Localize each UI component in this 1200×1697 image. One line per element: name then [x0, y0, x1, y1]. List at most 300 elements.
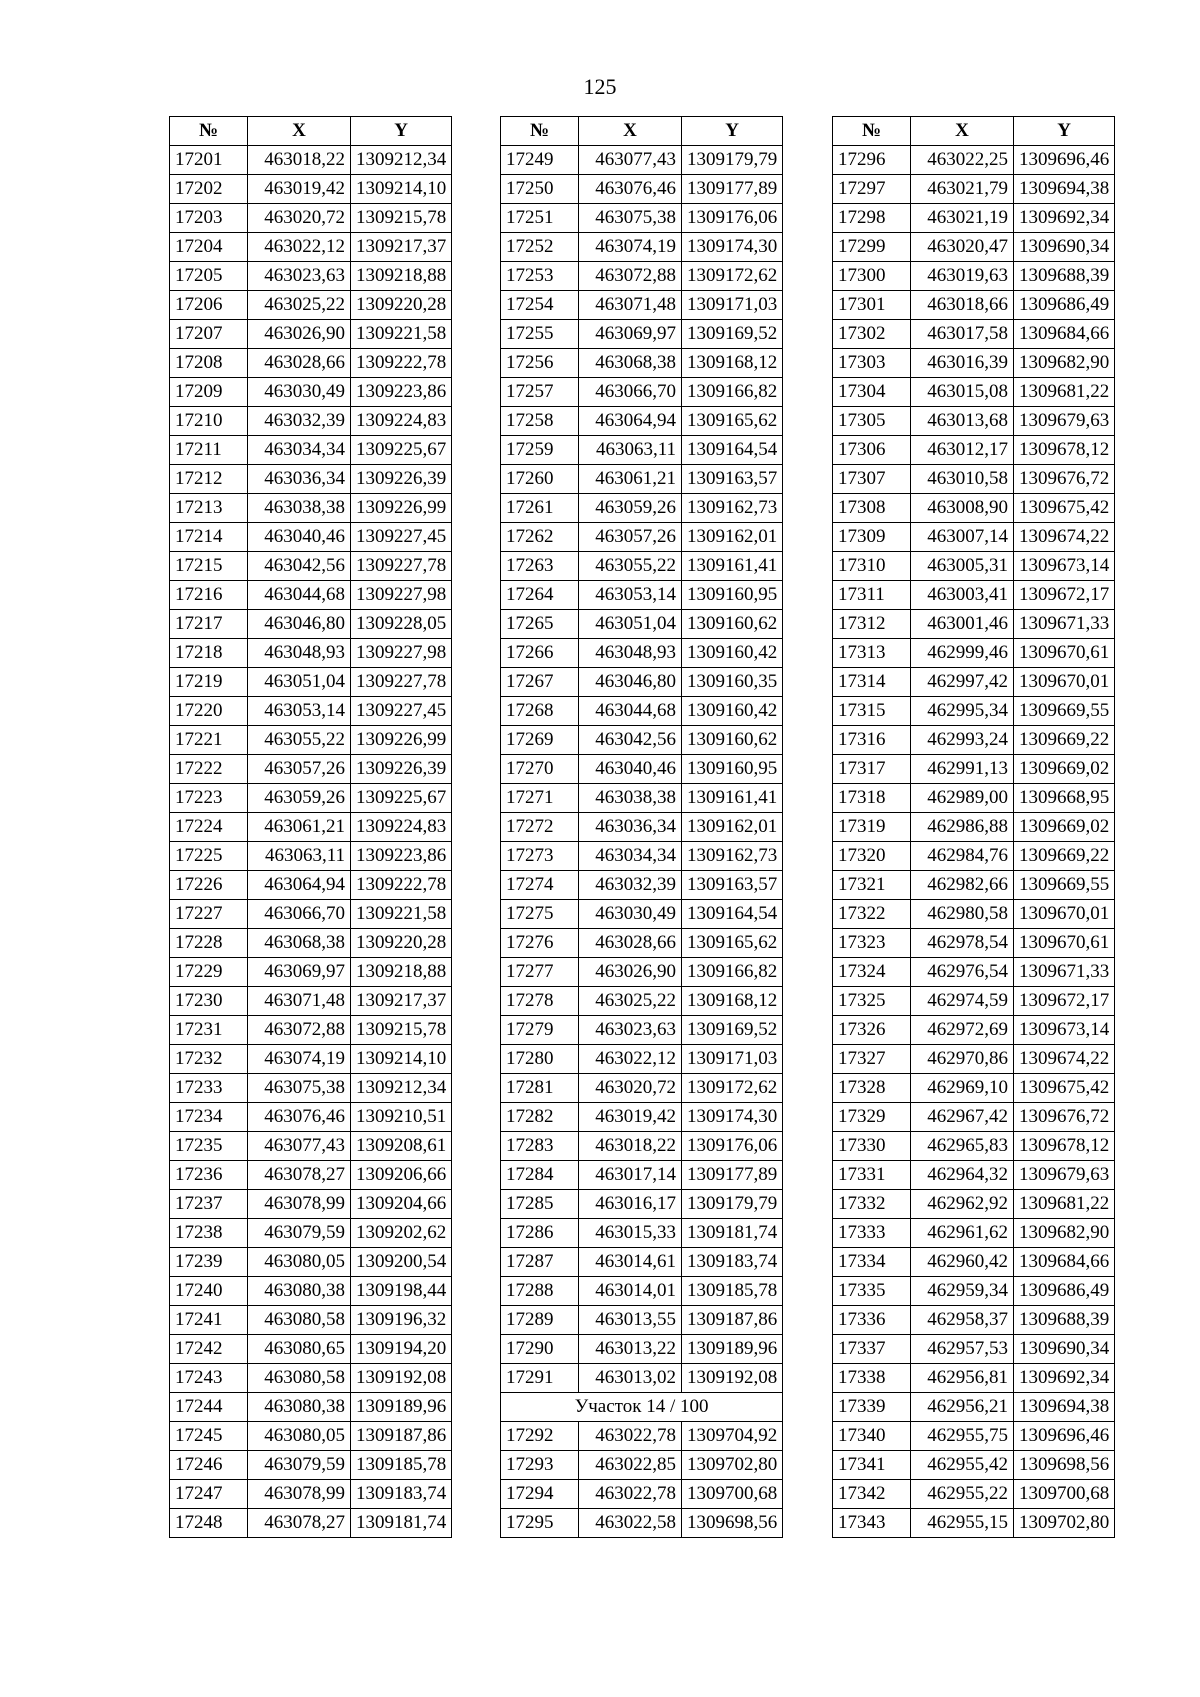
table-row — [501, 842, 783, 871]
table-row — [170, 726, 452, 755]
point-number-cell: 17240 — [170, 1277, 248, 1306]
y-coordinate-cell: 1309686,49 — [1014, 291, 1115, 320]
x-coordinate-cell: 462982,66 — [911, 871, 1014, 900]
y-coordinate-cell: 1309164,54 — [682, 436, 783, 465]
y-coordinate-cell: 1309669,22 — [1014, 726, 1115, 755]
point-number-cell: 17320 — [833, 842, 911, 871]
y-coordinate-cell: 1309189,96 — [351, 1393, 452, 1422]
table-row — [501, 494, 783, 523]
table-row — [170, 1393, 452, 1422]
point-number-cell: 17247 — [170, 1480, 248, 1509]
x-coordinate-cell: 463013,55 — [579, 1306, 682, 1335]
table-row — [170, 1045, 452, 1074]
x-coordinate-cell: 463028,66 — [579, 929, 682, 958]
y-coordinate-cell: 1309183,74 — [682, 1248, 783, 1277]
table-row — [833, 378, 1115, 407]
table-row — [170, 204, 452, 233]
point-number-cell: 17325 — [833, 987, 911, 1016]
point-number-cell: 17275 — [501, 900, 579, 929]
y-coordinate-cell: 1309679,63 — [1014, 1161, 1115, 1190]
point-number-cell: 17251 — [501, 204, 579, 233]
y-coordinate-cell: 1309684,66 — [1014, 1248, 1115, 1277]
table-row — [501, 871, 783, 900]
point-number-cell: 17254 — [501, 291, 579, 320]
table-row — [170, 958, 452, 987]
x-coordinate-cell: 463076,46 — [579, 175, 682, 204]
y-coordinate-cell: 1309226,99 — [351, 494, 452, 523]
point-number-cell: 17230 — [170, 987, 248, 1016]
x-coordinate-cell: 463026,90 — [248, 320, 351, 349]
y-coordinate-cell: 1309673,14 — [1014, 552, 1115, 581]
table-row — [170, 987, 452, 1016]
table-row — [170, 523, 452, 552]
x-coordinate-cell: 463076,46 — [248, 1103, 351, 1132]
y-coordinate-cell: 1309215,78 — [351, 1016, 452, 1045]
table-row — [170, 1277, 452, 1306]
y-coordinate-cell: 1309702,80 — [1014, 1509, 1115, 1538]
y-coordinate-cell: 1309227,98 — [351, 581, 452, 610]
y-coordinate-cell: 1309700,68 — [682, 1480, 783, 1509]
y-coordinate-cell: 1309681,22 — [1014, 1190, 1115, 1219]
x-coordinate-cell: 463020,47 — [911, 233, 1014, 262]
point-number-cell: 17324 — [833, 958, 911, 987]
x-coordinate-cell: 463030,49 — [579, 900, 682, 929]
y-coordinate-cell: 1309206,66 — [351, 1161, 452, 1190]
x-coordinate-cell: 462955,42 — [911, 1451, 1014, 1480]
table-row — [501, 958, 783, 987]
y-coordinate-cell: 1309187,86 — [682, 1306, 783, 1335]
point-number-cell: 17298 — [833, 204, 911, 233]
table-row — [501, 378, 783, 407]
table-row — [833, 349, 1115, 378]
point-number-cell: 17203 — [170, 204, 248, 233]
y-coordinate-cell: 1309674,22 — [1014, 523, 1115, 552]
x-coordinate-cell: 463061,21 — [248, 813, 351, 842]
x-coordinate-cell: 463028,66 — [248, 349, 351, 378]
x-coordinate-cell: 462955,75 — [911, 1422, 1014, 1451]
y-coordinate-cell: 1309176,06 — [682, 1132, 783, 1161]
table-row — [170, 1016, 452, 1045]
point-number-cell: 17232 — [170, 1045, 248, 1074]
table-row — [170, 320, 452, 349]
y-coordinate-cell: 1309669,02 — [1014, 755, 1115, 784]
y-coordinate-cell: 1309179,79 — [682, 1190, 783, 1219]
point-number-cell: 17293 — [501, 1451, 579, 1480]
point-number-cell: 17342 — [833, 1480, 911, 1509]
point-number-cell: 17218 — [170, 639, 248, 668]
x-coordinate-cell: 463008,90 — [911, 494, 1014, 523]
y-coordinate-cell: 1309189,96 — [682, 1335, 783, 1364]
point-number-cell: 17249 — [501, 146, 579, 175]
x-coordinate-cell: 463010,58 — [911, 465, 1014, 494]
y-coordinate-cell: 1309174,30 — [682, 1103, 783, 1132]
point-number-cell: 17238 — [170, 1219, 248, 1248]
y-coordinate-cell: 1309166,82 — [682, 958, 783, 987]
header-number: № — [170, 117, 248, 146]
x-coordinate-cell: 463036,34 — [248, 465, 351, 494]
x-coordinate-cell: 463022,58 — [579, 1509, 682, 1538]
point-number-cell: 17343 — [833, 1509, 911, 1538]
y-coordinate-cell: 1309163,57 — [682, 465, 783, 494]
table-row — [501, 146, 783, 175]
x-coordinate-cell: 463021,19 — [911, 204, 1014, 233]
y-coordinate-cell: 1309684,66 — [1014, 320, 1115, 349]
table-row — [501, 1306, 783, 1335]
y-coordinate-cell: 1309166,82 — [682, 378, 783, 407]
point-number-cell: 17336 — [833, 1306, 911, 1335]
x-coordinate-cell: 462958,37 — [911, 1306, 1014, 1335]
y-coordinate-cell: 1309177,89 — [682, 1161, 783, 1190]
point-number-cell: 17211 — [170, 436, 248, 465]
table-row — [170, 436, 452, 465]
y-coordinate-cell: 1309688,39 — [1014, 262, 1115, 291]
x-coordinate-cell: 463072,88 — [579, 262, 682, 291]
x-coordinate-cell: 463077,43 — [248, 1132, 351, 1161]
table-row — [501, 262, 783, 291]
table-row — [501, 320, 783, 349]
y-coordinate-cell: 1309165,62 — [682, 407, 783, 436]
x-coordinate-cell: 463012,17 — [911, 436, 1014, 465]
table-row — [833, 929, 1115, 958]
point-number-cell: 17288 — [501, 1277, 579, 1306]
y-coordinate-cell: 1309160,42 — [682, 639, 783, 668]
point-number-cell: 17206 — [170, 291, 248, 320]
y-coordinate-cell: 1309222,78 — [351, 349, 452, 378]
table-row — [501, 436, 783, 465]
y-coordinate-cell: 1309169,52 — [682, 1016, 783, 1045]
x-coordinate-cell: 463001,46 — [911, 610, 1014, 639]
y-coordinate-cell: 1309700,68 — [1014, 1480, 1115, 1509]
y-coordinate-cell: 1309183,74 — [351, 1480, 452, 1509]
table-row — [833, 291, 1115, 320]
y-coordinate-cell: 1309678,12 — [1014, 1132, 1115, 1161]
x-coordinate-cell: 463022,25 — [911, 146, 1014, 175]
x-coordinate-cell: 463069,97 — [579, 320, 682, 349]
header-y: Y — [682, 117, 783, 146]
y-coordinate-cell: 1309181,74 — [682, 1219, 783, 1248]
x-coordinate-cell: 463061,21 — [579, 465, 682, 494]
y-coordinate-cell: 1309698,56 — [682, 1509, 783, 1538]
table-row — [501, 668, 783, 697]
point-number-cell: 17263 — [501, 552, 579, 581]
point-number-cell: 17259 — [501, 436, 579, 465]
x-coordinate-cell: 463020,72 — [248, 204, 351, 233]
point-number-cell: 17312 — [833, 610, 911, 639]
point-number-cell: 17279 — [501, 1016, 579, 1045]
y-coordinate-cell: 1309221,58 — [351, 320, 452, 349]
point-number-cell: 17281 — [501, 1074, 579, 1103]
point-number-cell: 17295 — [501, 1509, 579, 1538]
x-coordinate-cell: 463080,38 — [248, 1393, 351, 1422]
y-coordinate-cell: 1309224,83 — [351, 407, 452, 436]
x-coordinate-cell: 463048,93 — [579, 639, 682, 668]
x-coordinate-cell: 462993,24 — [911, 726, 1014, 755]
x-coordinate-cell: 463063,11 — [579, 436, 682, 465]
y-coordinate-cell: 1309222,78 — [351, 871, 452, 900]
point-number-cell: 17301 — [833, 291, 911, 320]
table-row — [170, 755, 452, 784]
table-row — [833, 1045, 1115, 1074]
x-coordinate-cell: 463018,22 — [248, 146, 351, 175]
point-number-cell: 17224 — [170, 813, 248, 842]
table-row — [833, 1277, 1115, 1306]
table-row — [170, 1364, 452, 1393]
table-row — [501, 407, 783, 436]
point-number-cell: 17250 — [501, 175, 579, 204]
point-number-cell: 17269 — [501, 726, 579, 755]
y-coordinate-cell: 1309162,73 — [682, 494, 783, 523]
table-row — [501, 900, 783, 929]
x-coordinate-cell: 463079,59 — [248, 1451, 351, 1480]
y-coordinate-cell: 1309671,33 — [1014, 610, 1115, 639]
table-row — [501, 581, 783, 610]
y-coordinate-cell: 1309161,41 — [682, 552, 783, 581]
table-row — [833, 1161, 1115, 1190]
y-coordinate-cell: 1309217,37 — [351, 233, 452, 262]
table-row — [833, 784, 1115, 813]
x-coordinate-cell: 463023,63 — [579, 1016, 682, 1045]
table-row — [833, 1335, 1115, 1364]
header-number: № — [501, 117, 579, 146]
x-coordinate-cell: 463055,22 — [579, 552, 682, 581]
x-coordinate-cell: 463077,43 — [579, 146, 682, 175]
coordinates-table-1 — [169, 116, 452, 1538]
x-coordinate-cell: 463025,22 — [579, 987, 682, 1016]
y-coordinate-cell: 1309212,34 — [351, 146, 452, 175]
table-row — [833, 987, 1115, 1016]
point-number-cell: 17223 — [170, 784, 248, 813]
x-coordinate-cell: 462976,54 — [911, 958, 1014, 987]
x-coordinate-cell: 463022,78 — [579, 1480, 682, 1509]
x-coordinate-cell: 463034,34 — [579, 842, 682, 871]
section-row — [501, 1393, 783, 1422]
point-number-cell: 17271 — [501, 784, 579, 813]
section-title: Участок 14 / 100 — [501, 1393, 783, 1422]
point-number-cell: 17213 — [170, 494, 248, 523]
y-coordinate-cell: 1309223,86 — [351, 842, 452, 871]
x-coordinate-cell: 463059,26 — [248, 784, 351, 813]
point-number-cell: 17322 — [833, 900, 911, 929]
x-coordinate-cell: 462970,86 — [911, 1045, 1014, 1074]
point-number-cell: 17246 — [170, 1451, 248, 1480]
point-number-cell: 17294 — [501, 1480, 579, 1509]
y-coordinate-cell: 1309669,55 — [1014, 697, 1115, 726]
table-row — [833, 1074, 1115, 1103]
y-coordinate-cell: 1309210,51 — [351, 1103, 452, 1132]
x-coordinate-cell: 463019,42 — [579, 1103, 682, 1132]
table-row — [501, 1509, 783, 1538]
table-row — [170, 1074, 452, 1103]
table-row — [170, 1509, 452, 1538]
table-row — [170, 813, 452, 842]
point-number-cell: 17252 — [501, 233, 579, 262]
point-number-cell: 17307 — [833, 465, 911, 494]
y-coordinate-cell: 1309192,08 — [351, 1364, 452, 1393]
y-coordinate-cell: 1309172,62 — [682, 262, 783, 291]
table-row — [833, 1451, 1115, 1480]
point-number-cell: 17310 — [833, 552, 911, 581]
table-row — [833, 1306, 1115, 1335]
x-coordinate-cell: 463018,22 — [579, 1132, 682, 1161]
y-coordinate-cell: 1309694,38 — [1014, 1393, 1115, 1422]
x-coordinate-cell: 462974,59 — [911, 987, 1014, 1016]
y-coordinate-cell: 1309162,01 — [682, 523, 783, 552]
x-coordinate-cell: 463057,26 — [248, 755, 351, 784]
x-coordinate-cell: 463074,19 — [579, 233, 682, 262]
table-row — [170, 1103, 452, 1132]
x-coordinate-cell: 462955,22 — [911, 1480, 1014, 1509]
point-number-cell: 17209 — [170, 378, 248, 407]
table-row — [170, 929, 452, 958]
x-coordinate-cell: 463042,56 — [579, 726, 682, 755]
table-row — [170, 1219, 452, 1248]
x-coordinate-cell: 463079,59 — [248, 1219, 351, 1248]
y-coordinate-cell: 1309160,95 — [682, 755, 783, 784]
y-coordinate-cell: 1309198,44 — [351, 1277, 452, 1306]
point-number-cell: 17285 — [501, 1190, 579, 1219]
x-coordinate-cell: 462956,21 — [911, 1393, 1014, 1422]
y-coordinate-cell: 1309196,32 — [351, 1306, 452, 1335]
x-coordinate-cell: 463022,85 — [579, 1451, 682, 1480]
point-number-cell: 17335 — [833, 1277, 911, 1306]
point-number-cell: 17255 — [501, 320, 579, 349]
table-row — [501, 1335, 783, 1364]
x-coordinate-cell: 463022,12 — [579, 1045, 682, 1074]
table-row — [170, 407, 452, 436]
point-number-cell: 17216 — [170, 581, 248, 610]
x-coordinate-cell: 463068,38 — [579, 349, 682, 378]
point-number-cell: 17231 — [170, 1016, 248, 1045]
y-coordinate-cell: 1309670,01 — [1014, 900, 1115, 929]
point-number-cell: 17236 — [170, 1161, 248, 1190]
y-coordinate-cell: 1309694,38 — [1014, 175, 1115, 204]
x-coordinate-cell: 463018,66 — [911, 291, 1014, 320]
y-coordinate-cell: 1309696,46 — [1014, 1422, 1115, 1451]
x-coordinate-cell: 463051,04 — [579, 610, 682, 639]
header-x: X — [248, 117, 351, 146]
point-number-cell: 17276 — [501, 929, 579, 958]
y-coordinate-cell: 1309670,01 — [1014, 668, 1115, 697]
table-row — [170, 378, 452, 407]
x-coordinate-cell: 463030,49 — [248, 378, 351, 407]
table-row — [501, 1016, 783, 1045]
y-coordinate-cell: 1309225,67 — [351, 436, 452, 465]
table-row — [170, 1161, 452, 1190]
x-coordinate-cell: 463044,68 — [579, 697, 682, 726]
x-coordinate-cell: 463044,68 — [248, 581, 351, 610]
table-row — [170, 900, 452, 929]
x-coordinate-cell: 463072,88 — [248, 1016, 351, 1045]
y-coordinate-cell: 1309160,35 — [682, 668, 783, 697]
point-number-cell: 17329 — [833, 1103, 911, 1132]
point-number-cell: 17220 — [170, 697, 248, 726]
x-coordinate-cell: 463080,05 — [248, 1248, 351, 1277]
header-x: X — [911, 117, 1014, 146]
point-number-cell: 17268 — [501, 697, 579, 726]
y-coordinate-cell: 1309218,88 — [351, 958, 452, 987]
y-coordinate-cell: 1309673,14 — [1014, 1016, 1115, 1045]
point-number-cell: 17222 — [170, 755, 248, 784]
point-number-cell: 17278 — [501, 987, 579, 1016]
point-number-cell: 17273 — [501, 842, 579, 871]
x-coordinate-cell: 463038,38 — [579, 784, 682, 813]
y-coordinate-cell: 1309217,37 — [351, 987, 452, 1016]
table-row — [833, 494, 1115, 523]
table-row — [501, 1422, 783, 1451]
point-number-cell: 17314 — [833, 668, 911, 697]
x-coordinate-cell: 463063,11 — [248, 842, 351, 871]
point-number-cell: 17333 — [833, 1219, 911, 1248]
y-coordinate-cell: 1309212,34 — [351, 1074, 452, 1103]
point-number-cell: 17204 — [170, 233, 248, 262]
y-coordinate-cell: 1309670,61 — [1014, 929, 1115, 958]
y-coordinate-cell: 1309225,67 — [351, 784, 452, 813]
point-number-cell: 17266 — [501, 639, 579, 668]
point-number-cell: 17321 — [833, 871, 911, 900]
x-coordinate-cell: 462956,81 — [911, 1364, 1014, 1393]
table-row — [170, 1480, 452, 1509]
x-coordinate-cell: 462986,88 — [911, 813, 1014, 842]
point-number-cell: 17304 — [833, 378, 911, 407]
point-number-cell: 17306 — [833, 436, 911, 465]
table-row — [833, 1393, 1115, 1422]
table-row — [501, 813, 783, 842]
y-coordinate-cell: 1309690,34 — [1014, 1335, 1115, 1364]
y-coordinate-cell: 1309675,42 — [1014, 1074, 1115, 1103]
y-coordinate-cell: 1309227,78 — [351, 552, 452, 581]
y-coordinate-cell: 1309227,98 — [351, 639, 452, 668]
point-number-cell: 17210 — [170, 407, 248, 436]
y-coordinate-cell: 1309220,28 — [351, 291, 452, 320]
table-row — [833, 958, 1115, 987]
header-x: X — [579, 117, 682, 146]
table-row — [833, 1364, 1115, 1393]
y-coordinate-cell: 1309669,02 — [1014, 813, 1115, 842]
table-row — [501, 639, 783, 668]
table-row — [501, 1132, 783, 1161]
point-number-cell: 17226 — [170, 871, 248, 900]
x-coordinate-cell: 463022,12 — [248, 233, 351, 262]
table-row — [501, 1219, 783, 1248]
page-number: 125 — [583, 74, 617, 99]
table-row — [501, 1045, 783, 1074]
x-coordinate-cell: 463080,05 — [248, 1422, 351, 1451]
y-coordinate-cell: 1309185,78 — [351, 1451, 452, 1480]
y-coordinate-cell: 1309669,22 — [1014, 842, 1115, 871]
point-number-cell: 17334 — [833, 1248, 911, 1277]
point-number-cell: 17219 — [170, 668, 248, 697]
y-coordinate-cell: 1309162,73 — [682, 842, 783, 871]
x-coordinate-cell: 463015,08 — [911, 378, 1014, 407]
x-coordinate-cell: 463020,72 — [579, 1074, 682, 1103]
y-coordinate-cell: 1309675,42 — [1014, 494, 1115, 523]
point-number-cell: 17228 — [170, 929, 248, 958]
y-coordinate-cell: 1309194,20 — [351, 1335, 452, 1364]
x-coordinate-cell: 463080,38 — [248, 1277, 351, 1306]
y-coordinate-cell: 1309224,83 — [351, 813, 452, 842]
y-coordinate-cell: 1309227,45 — [351, 523, 452, 552]
x-coordinate-cell: 463051,04 — [248, 668, 351, 697]
table-row — [833, 465, 1115, 494]
x-coordinate-cell: 462978,54 — [911, 929, 1014, 958]
table-row — [833, 610, 1115, 639]
y-coordinate-cell: 1309163,57 — [682, 871, 783, 900]
y-coordinate-cell: 1309228,05 — [351, 610, 452, 639]
table-row — [833, 1016, 1115, 1045]
x-coordinate-cell: 462961,62 — [911, 1219, 1014, 1248]
x-coordinate-cell: 463036,34 — [579, 813, 682, 842]
x-coordinate-cell: 463014,01 — [579, 1277, 682, 1306]
